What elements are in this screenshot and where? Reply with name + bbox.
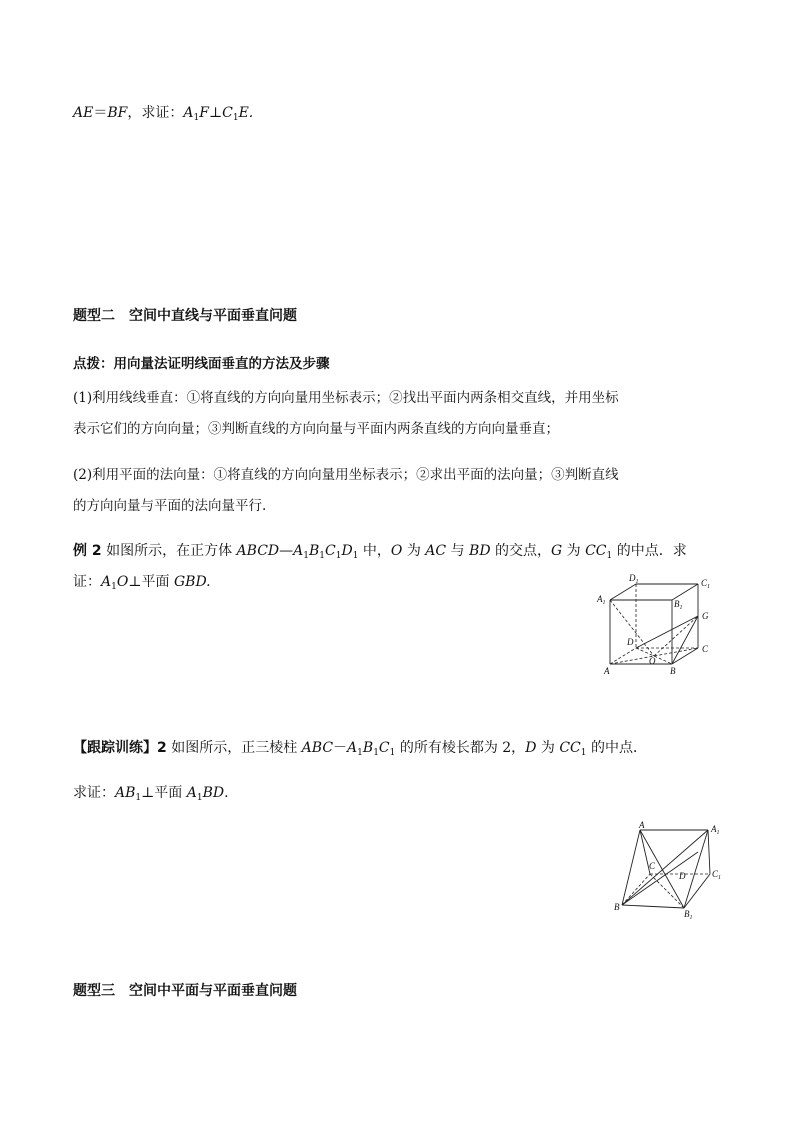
example2-line2: 证：$A_1O\perp$平面 GBD. <box>73 574 211 592</box>
label-c: C <box>702 644 709 654</box>
label-c1: $C_1$ <box>701 578 711 590</box>
section3-title: 题型三 空间中平面与平面垂直问题 <box>73 983 297 999</box>
label-b1: $B_1$ <box>674 599 683 611</box>
follow2-line2: 求证：$AB_1\perp$平面 $A_1BD$. <box>73 785 229 803</box>
label-o: O <box>649 656 656 666</box>
label-c: C <box>649 861 656 871</box>
label-a: A <box>639 820 645 830</box>
cube-figure <box>592 570 724 680</box>
label-a1: $A_1$ <box>711 824 720 836</box>
label-d: D <box>627 637 634 647</box>
item1-line1: (1)利用线线垂直：①将直线的方向向量用坐标表示；②找出平面内两条相交直线，并用坐标 <box>73 390 619 406</box>
label-a: A <box>604 666 610 676</box>
follow2-line1: 【跟踪训练】2 如图所示，正三棱柱 $ABC-A_1B_1C_1$ 的所有棱长都为 2，D 为 $CC_1$ 的中点． <box>73 740 647 758</box>
proof-statement-top: AE＝BF，求证：$A_1F\perp C_1E$. <box>73 105 254 123</box>
label-b1: $B_1$ <box>684 909 693 920</box>
prism-figure <box>612 818 730 920</box>
label-c1: $C_1$ <box>712 869 722 881</box>
item2-line2: 的方向向量与平面的法向量平行. <box>73 498 267 514</box>
label-g: G <box>702 611 709 621</box>
item2-line1: (2)利用平面的法向量：①将直线的方向向量用坐标表示；②求出平面的法向量；③判断直线 <box>73 467 619 483</box>
follow2-label: 【跟踪训练】2 <box>73 740 167 756</box>
section2-tip: 点拨：用向量法证明线面垂直的方法及步骤 <box>73 356 330 372</box>
label-a1: $A_1$ <box>597 594 606 606</box>
label-b: B <box>614 902 620 912</box>
label-d: D <box>679 871 686 881</box>
item1-line2: 表示它们的方向向量；③判断直线的方向向量与平面内两条直线的方向向量垂直； <box>73 421 559 437</box>
example2-label: 例 2 <box>73 543 102 559</box>
label-b: B <box>670 666 676 676</box>
example2-line1: 例 2 如图所示，在正方体 $ABCD—A_1B_1C_1D_1$ 中，O 为 AC 与 BD 的交点，G 为 $CC_1$ 的中点．求 <box>73 543 687 561</box>
label-d1: $D_1$ <box>629 573 639 585</box>
section2-title: 题型二 空间中直线与平面垂直问题 <box>73 308 297 324</box>
